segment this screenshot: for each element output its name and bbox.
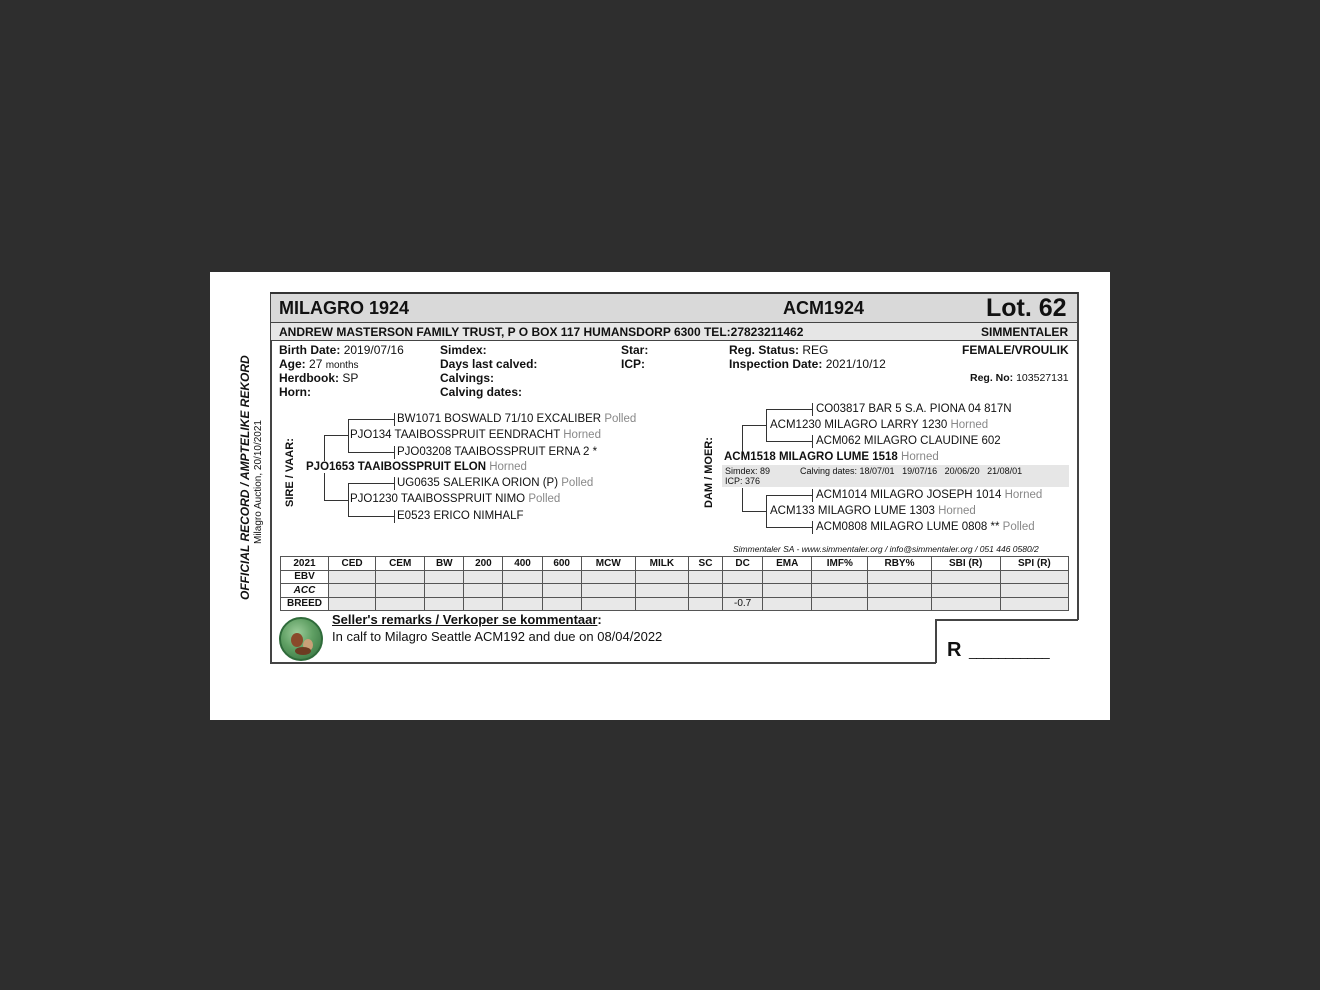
sire-granddam-b: E0523 ERICO NIMHALF bbox=[397, 510, 524, 522]
ebv-cell bbox=[464, 570, 503, 584]
sire-grandsire-b: UG0635 SALERIKA ORION (P) Polled bbox=[397, 477, 594, 489]
breed-cell bbox=[581, 597, 635, 611]
ebv-cell bbox=[635, 570, 688, 584]
ebv-cell bbox=[503, 570, 542, 584]
ebv-table bbox=[280, 556, 1069, 611]
ebv-header-cell: 200 bbox=[464, 557, 503, 571]
sire-grandsire-a: BW1071 BOSWALD 71/10 EXCALIBER Polled bbox=[397, 413, 637, 425]
auction-subtitle: Milagro Auction, 20/10/2021 bbox=[253, 420, 264, 544]
breed-name: SIMMENTALER bbox=[981, 325, 1069, 339]
ebv-header-cell: SC bbox=[688, 557, 722, 571]
dam-d2-bracket bbox=[766, 495, 767, 528]
dam-d1b-connector bbox=[766, 441, 812, 442]
calvings-label: Calvings: bbox=[440, 371, 495, 385]
remarks-title: Seller's remarks / Verkoper se kommentaar: bbox=[332, 612, 602, 627]
dam-d2a-connector bbox=[766, 495, 812, 496]
dam-d1a-tick bbox=[812, 403, 813, 416]
reg-status: Reg. Status: REG bbox=[729, 343, 829, 357]
card-border-bottom bbox=[270, 662, 936, 664]
price-currency: R bbox=[947, 639, 962, 661]
reg-number: Reg. No: 103527131 bbox=[970, 372, 1069, 384]
ebv-cell bbox=[812, 570, 868, 584]
breed-cell bbox=[931, 597, 1000, 611]
ebv-row bbox=[281, 570, 1069, 584]
official-record-title: OFFICIAL RECORD / AMPTELIKE REKORD bbox=[238, 355, 252, 600]
ebv-cell bbox=[723, 570, 763, 584]
days-last-calved-label: Days last calved: bbox=[440, 357, 538, 371]
ebv-header-cell: CEM bbox=[376, 557, 425, 571]
breed-cell bbox=[503, 597, 542, 611]
ebv-header-cell: SPI (R) bbox=[1000, 557, 1068, 571]
lot-number: Lot. 62 bbox=[986, 294, 1067, 322]
breed-row bbox=[281, 597, 1069, 611]
acc-cell bbox=[868, 584, 931, 598]
acc-cell bbox=[425, 584, 464, 598]
breed-cell bbox=[329, 597, 376, 611]
dam-mother: ACM133 MILAGRO LUME 1303 Horned bbox=[770, 505, 976, 517]
dam-d2-connector bbox=[742, 511, 766, 512]
sex-label: FEMALE/VROULIK bbox=[962, 343, 1069, 357]
sire-s1a-connector bbox=[348, 419, 394, 420]
breed-cell bbox=[376, 597, 425, 611]
sire-granddam-a: PJO03208 TAAIBOSSPRUIT ERNA 2 * bbox=[397, 446, 598, 458]
sire-s2a-tick bbox=[394, 477, 395, 490]
ebv-header-cell: IMF% bbox=[812, 557, 868, 571]
breed-cell bbox=[812, 597, 868, 611]
ebv-header-cell: BW bbox=[425, 557, 464, 571]
sire-bracket-top bbox=[324, 435, 348, 436]
acc-row-label: ACC bbox=[281, 584, 329, 598]
dam-father: ACM1230 MILAGRO LARRY 1230 Horned bbox=[770, 419, 989, 431]
acc-cell bbox=[581, 584, 635, 598]
acc-cell bbox=[464, 584, 503, 598]
acc-cell bbox=[503, 584, 542, 598]
breed-cell bbox=[542, 597, 581, 611]
price-box-top bbox=[935, 619, 1078, 621]
acc-cell bbox=[812, 584, 868, 598]
acc-cell bbox=[723, 584, 763, 598]
breed-cell bbox=[763, 597, 812, 611]
dam-label: DAM / MOER: bbox=[703, 437, 715, 508]
dam-d2b-tick bbox=[812, 521, 813, 534]
acc-row bbox=[281, 584, 1069, 598]
simdex-label: Simdex: bbox=[440, 343, 487, 357]
breed-cell bbox=[425, 597, 464, 611]
dam-d2a-tick bbox=[812, 489, 813, 502]
acc-cell bbox=[763, 584, 812, 598]
acc-cell bbox=[376, 584, 425, 598]
ebv-cell bbox=[542, 570, 581, 584]
dam-granddam-a: ACM062 MILAGRO CLAUDINE 602 bbox=[816, 435, 1001, 447]
sire-father: PJO134 TAAIBOSSPRUIT EENDRACHT Horned bbox=[350, 429, 601, 441]
acc-cell bbox=[635, 584, 688, 598]
ebv-header-cell: 2021 bbox=[281, 557, 329, 571]
price-blank[interactable]: ___________ bbox=[969, 643, 1050, 659]
ebv-header-cell: EMA bbox=[763, 557, 812, 571]
ebv-header-cell: 600 bbox=[542, 557, 581, 571]
dam-calving-dates: Calving dates: 18/07/01 19/07/16 20/06/20 21/08/01 bbox=[800, 466, 1023, 476]
ebv-cell bbox=[329, 570, 376, 584]
inspection-date: Inspection Date: 2021/10/12 bbox=[729, 357, 886, 371]
ebv-cell bbox=[1000, 570, 1068, 584]
simmentaler-logo-icon bbox=[279, 617, 323, 661]
breed-society-contact: Simmentaler SA - www.simmentaler.org / info@simmentaler.org / 051 446 0580/2 bbox=[733, 544, 1039, 554]
dam-d1a-connector bbox=[766, 409, 812, 410]
dam-d1-bracket bbox=[766, 409, 767, 442]
breed-cell bbox=[635, 597, 688, 611]
sire-s1b-tick bbox=[394, 446, 395, 459]
ebv-cell bbox=[581, 570, 635, 584]
sire-s1a-tick bbox=[394, 413, 395, 426]
breed-cell bbox=[868, 597, 931, 611]
birth-date: Birth Date: 2019/07/16 bbox=[279, 343, 404, 357]
dam-d1-connector bbox=[742, 425, 766, 426]
age: Age: 27 months bbox=[279, 357, 359, 371]
ebv-cell bbox=[763, 570, 812, 584]
dam-bracket-bottom bbox=[742, 488, 743, 511]
dam-d1b-tick bbox=[812, 435, 813, 448]
dam-d2b-connector bbox=[766, 527, 812, 528]
price-box-left bbox=[935, 619, 937, 663]
sire-bracket-bottom bbox=[324, 500, 348, 501]
dam-grandsire-a: CO03817 BAR 5 S.A. PIONA 04 817N bbox=[816, 403, 1012, 415]
sire-s1-bracket bbox=[348, 419, 349, 453]
dam-name: ACM1518 MILAGRO LUME 1518 Horned bbox=[724, 451, 939, 463]
animal-id: ACM1924 bbox=[783, 298, 865, 318]
breed-row-label: BREED bbox=[281, 597, 329, 611]
dam-grandsire-b: ACM1014 MILAGRO JOSEPH 1014 Horned bbox=[816, 489, 1043, 501]
herdbook: Herdbook: SP bbox=[279, 371, 359, 385]
card-border-top bbox=[270, 292, 1078, 294]
breed-cell: -0.7 bbox=[723, 597, 763, 611]
ebv-header-cell: 400 bbox=[503, 557, 542, 571]
card-border-left bbox=[270, 292, 272, 663]
remarks-text: In calf to Milagro Seattle ACM192 and due on 08/04/2022 bbox=[332, 629, 663, 644]
dam-icp: ICP: 376 bbox=[725, 476, 761, 486]
ebv-cell bbox=[868, 570, 931, 584]
ebv-cell bbox=[425, 570, 464, 584]
ebv-header-cell: MILK bbox=[635, 557, 688, 571]
ebv-header-cell: SBI (R) bbox=[931, 557, 1000, 571]
sire-s2b-tick bbox=[394, 510, 395, 523]
calving-dates-label: Calving dates: bbox=[440, 385, 523, 399]
icp-label: ICP: bbox=[621, 357, 645, 371]
card-border-right bbox=[1077, 292, 1079, 620]
ebv-cell bbox=[931, 570, 1000, 584]
ebv-header-cell: CED bbox=[329, 557, 376, 571]
ebv-cell bbox=[688, 570, 722, 584]
sire-mother: PJO1230 TAAIBOSSPRUIT NIMO Polled bbox=[350, 493, 561, 505]
acc-cell bbox=[931, 584, 1000, 598]
ebv-header-row bbox=[281, 557, 1069, 571]
sire-s2b-connector bbox=[348, 516, 394, 517]
ebv-cell bbox=[376, 570, 425, 584]
dam-granddam-b: ACM0808 MILAGRO LUME 0808 ** Polled bbox=[816, 521, 1035, 533]
ebv-row-label: EBV bbox=[281, 570, 329, 584]
sire-s2-bracket bbox=[348, 483, 349, 517]
acc-cell bbox=[688, 584, 722, 598]
dam-simdex: Simdex: 89 bbox=[725, 466, 771, 476]
sire-name: PJO1653 TAAIBOSSPRUIT ELON Horned bbox=[306, 461, 527, 473]
breed-cell bbox=[1000, 597, 1068, 611]
sire-s1b-connector bbox=[348, 452, 394, 453]
sire-s2a-connector bbox=[348, 483, 394, 484]
breed-cell bbox=[688, 597, 722, 611]
animal-name: MILAGRO 1924 bbox=[279, 298, 410, 318]
owner-details: ANDREW MASTERSON FAMILY TRUST, P O BOX 117 HUMANSDORP 6300 TEL:27823211462 bbox=[279, 325, 804, 339]
ebv-header-cell: MCW bbox=[581, 557, 635, 571]
ebv-header-cell: RBY% bbox=[868, 557, 931, 571]
breed-cell bbox=[464, 597, 503, 611]
acc-cell bbox=[329, 584, 376, 598]
sire-label: SIRE / VAAR: bbox=[284, 438, 296, 507]
ebv-header-cell: DC bbox=[723, 557, 763, 571]
acc-cell bbox=[542, 584, 581, 598]
horn-label: Horn: bbox=[279, 385, 311, 399]
star-label: Star: bbox=[621, 343, 649, 357]
acc-cell bbox=[1000, 584, 1068, 598]
